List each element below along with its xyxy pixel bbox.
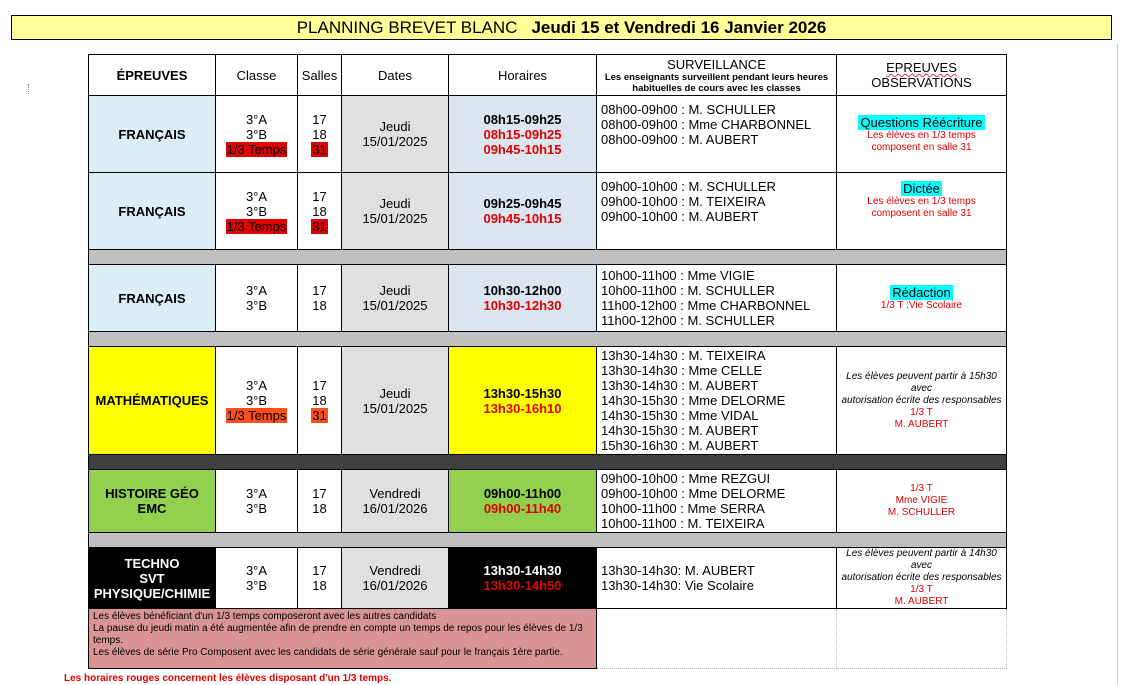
subject-line: HISTOIRE GÉO (105, 486, 199, 501)
class-value: 3°B (245, 501, 268, 516)
margin-marker (28, 84, 31, 94)
observation-title: Dictée (903, 181, 940, 196)
room-value: 17 (312, 283, 327, 298)
time-cell (449, 470, 597, 533)
subject-cell: FRANÇAIS (89, 265, 216, 332)
class-cell (216, 347, 298, 455)
table-row (89, 96, 1007, 173)
observation-line: 1/3 T (910, 406, 933, 418)
subject-cell (89, 548, 216, 609)
observation-cell (837, 265, 1007, 332)
time-value: 09h25-09h45 (483, 196, 562, 211)
date-cell (342, 548, 449, 609)
class-tiers-temps: 1/3 Temps (226, 218, 287, 234)
time-cell (449, 347, 597, 455)
class-tiers-temps: 1/3 Temps (226, 141, 287, 157)
observation-line: Les élèves peuvent partir à 15h30 avec (846, 370, 997, 394)
surveillance-line: 11h00-12h00 : Mme CHARBONNEL (601, 298, 811, 313)
class-value: 3°A (245, 486, 268, 501)
room-value: 17 (312, 111, 327, 127)
surveillance-line: 10h00-11h00 : Mme SERRA (601, 501, 765, 516)
note-line: Les élèves de série Pro Composent avec les candidats de série générale sauf pour le français 1ère partie. (93, 647, 563, 658)
surveillance-line: 13h30-14h30 : M. TEIXEIRA (601, 348, 766, 363)
header-surveillance-title: SURVEILLANCE (667, 56, 766, 72)
observation-line: Les élèves peuvent partir à 14h30 avec (846, 548, 997, 571)
time-value: 09h00-11h00 (483, 486, 562, 501)
surveillance-line: 09h00-10h00 : Mme REZGUI (601, 471, 771, 486)
header-salles: Salles (298, 55, 342, 96)
room-tiers-temps: 31 (312, 218, 327, 234)
time-value: 10h30-12h00 (483, 283, 562, 298)
date-value: 16/01/2026 (362, 578, 428, 593)
surveillance-cell (597, 548, 837, 609)
observation-line: M. AUBERT (894, 596, 949, 607)
date-cell (342, 265, 449, 332)
subject-cell: FRANÇAIS (89, 173, 216, 250)
separator-row (89, 533, 1007, 548)
time-cell (449, 265, 597, 332)
date-day: Vendredi (369, 563, 421, 578)
date-cell (342, 347, 449, 455)
observation-cell (837, 96, 1007, 173)
date-value: 15/01/2025 (362, 134, 428, 149)
class-value: 3°B (245, 203, 268, 219)
room-value: 18 (312, 203, 327, 219)
surveillance-line: 11h00-12h00 : M. SCHULLER (601, 313, 775, 328)
observation-title: Rédaction (892, 284, 951, 300)
date-value: 16/01/2026 (362, 501, 428, 516)
room-cell (298, 173, 342, 250)
header-observations-2: OBSERVATIONS (871, 75, 972, 90)
footer-note: Les horaires rouges concernent les élèves disposant d'un 1/3 temps. (64, 673, 392, 684)
observation-line: Mme VIGIE (895, 495, 948, 506)
time-value-red: 13h30-16h10 (483, 400, 562, 416)
time-value-red: 10h30-12h30 (483, 298, 562, 313)
observation-line: M. AUBERT (894, 418, 949, 430)
surveillance-line: 10h00-11h00 : M. TEIXEIRA (601, 516, 765, 531)
time-value: 08h15-09h25 (483, 111, 562, 127)
header-dates: Dates (342, 55, 449, 96)
room-value: 18 (312, 578, 327, 593)
surveillance-line: 10h00-11h00 : M. SCHULLER (601, 283, 775, 298)
subject-line: SVT (139, 570, 165, 586)
surveillance-line: 09h00-10h00 : Mme DELORME (601, 486, 786, 501)
time-cell (449, 173, 597, 250)
observation-line: M. SCHULLER (887, 507, 956, 518)
notes-row (89, 609, 1007, 669)
date-cell (342, 173, 449, 250)
header-classe: Classe (216, 55, 298, 96)
class-value: 3°B (245, 393, 268, 408)
subject-cell: MATHÉMATIQUES (89, 347, 216, 455)
header-surveillance (597, 55, 837, 96)
time-value: 13h30-15h30 (483, 385, 562, 401)
subject-line: EMC (137, 501, 167, 516)
observation-line: 1/3 T (910, 584, 933, 595)
observation-line: composent en salle 31 (871, 208, 972, 219)
observation-line: 1/3 T (910, 483, 933, 494)
table-row (89, 347, 1007, 455)
separator-row (89, 332, 1007, 347)
title-dates: Jeudi 15 et Vendredi 16 Janvier 2026 (531, 18, 827, 37)
surveillance-cell (597, 265, 837, 332)
class-cell (216, 96, 298, 173)
time-cell (449, 548, 597, 609)
class-cell (216, 548, 298, 609)
surveillance-line: 13h30-14h30: M. AUBERT (601, 563, 755, 578)
observation-line: Les élèves en 1/3 temps (867, 129, 976, 141)
time-cell (449, 96, 597, 173)
observation-line: autorisation écrite des responsables (841, 572, 1002, 583)
header-horaires: Horaires (449, 55, 597, 96)
observation-line: autorisation écrite des responsables (841, 394, 1002, 406)
table-row (89, 265, 1007, 332)
room-cell (298, 470, 342, 533)
surveillance-line: 09h00-10h00 : M. SCHULLER (601, 179, 776, 194)
date-day: Jeudi (379, 283, 411, 298)
class-tiers-temps: 1/3 Temps (226, 408, 287, 423)
observation-cell (837, 548, 1007, 609)
surveillance-line: 13h30-14h30 : M. AUBERT (601, 378, 759, 393)
surveillance-line: 15h30-16h30 : M. AUBERT (601, 438, 759, 453)
separator-row (89, 250, 1007, 265)
title-main: PLANNING BREVET BLANC (296, 18, 518, 37)
header-epreuves: ÉPREUVES (89, 55, 216, 96)
class-value: 3°B (245, 298, 268, 313)
room-tiers-temps: 31 (312, 408, 327, 423)
surveillance-cell (597, 347, 837, 455)
room-tiers-temps: 31 (312, 141, 327, 157)
separator-row (89, 455, 1007, 470)
class-cell (216, 265, 298, 332)
class-value: 3°A (245, 283, 268, 298)
class-value: 3°A (245, 563, 268, 578)
date-value: 15/01/2025 (362, 298, 428, 313)
class-cell (216, 173, 298, 250)
room-cell (298, 347, 342, 455)
surveillance-line: 14h30-15h30 : Mme VIDAL (601, 408, 759, 423)
table-row (89, 548, 1007, 609)
surveillance-cell (597, 470, 837, 533)
surveillance-line: 10h00-11h00 : Mme VIGIE (601, 268, 755, 283)
observation-line: composent en salle 31 (871, 141, 972, 153)
header-row (89, 55, 1007, 96)
surveillance-cell (597, 96, 837, 173)
surveillance-cell (597, 173, 837, 250)
date-cell (342, 470, 449, 533)
surveillance-line: 08h00-09h00 : M. AUBERT (601, 132, 759, 147)
subject-line: TECHNO (124, 555, 180, 571)
subject-cell: FRANÇAIS (89, 96, 216, 173)
title-bar (11, 15, 1112, 40)
observation-cell (837, 470, 1007, 533)
room-value: 17 (312, 188, 327, 204)
time-value-red: 08h15-09h25 (483, 126, 562, 142)
subject-cell (89, 470, 216, 533)
room-value: 18 (312, 298, 327, 313)
page-edge-rule (1117, 44, 1118, 685)
header-observations-1: EPREUVES (886, 60, 957, 75)
surveillance-line: 09h00-10h00 : M. AUBERT (601, 209, 759, 224)
observation-cell (837, 173, 1007, 250)
planning-table (88, 54, 1007, 669)
room-value: 17 (312, 378, 327, 393)
room-value: 17 (312, 563, 327, 578)
time-value: 13h30-14h30 (483, 563, 562, 578)
surveillance-line: 13h30-14h30: Vie Scolaire (601, 578, 754, 593)
room-cell (298, 548, 342, 609)
note-line: Les élèves bénéficiant d'un 1/3 temps composeront avec les autres candidats (93, 611, 437, 622)
observation-line: Les élèves en 1/3 temps (867, 196, 976, 207)
header-surveillance-note: Les enseignants surveillent pendant leurs heures habituelles de cours avec les classes (604, 71, 829, 94)
class-value: 3°A (245, 378, 268, 393)
date-day: Vendredi (369, 486, 421, 501)
time-value-red: 09h00-11h40 (483, 501, 562, 516)
room-value: 17 (312, 486, 327, 501)
date-cell (342, 96, 449, 173)
room-value: 18 (312, 126, 327, 142)
date-day: Jeudi (379, 385, 411, 401)
room-value: 18 (312, 393, 327, 408)
surveillance-line: 14h30-15h30 : Mme DELORME (601, 393, 786, 408)
date-day: Jeudi (379, 119, 411, 134)
date-day: Jeudi (379, 196, 411, 211)
class-value: 3°A (245, 111, 268, 127)
note-line: La pause du jeudi matin a été augmentée afin de prendre en compte un temps de repos pour les élèves de 1/3 temps. (93, 623, 583, 646)
observation-title: Questions Réécriture (860, 114, 983, 130)
surveillance-line: 08h00-09h00 : M. SCHULLER (601, 102, 776, 117)
room-value: 18 (312, 501, 327, 516)
time-value-red: 13h30-14h50 (483, 578, 562, 593)
observation-cell (837, 347, 1007, 455)
date-value: 15/01/2025 (362, 211, 428, 226)
room-cell (298, 265, 342, 332)
class-value: 3°A (245, 188, 268, 204)
time-value-red: 09h45-10h15 (483, 211, 562, 226)
observation-line: 1/3 T :Vie Scolaire (880, 299, 963, 311)
table-row (89, 470, 1007, 533)
room-cell (298, 96, 342, 173)
time-value-red: 09h45-10h15 (483, 141, 562, 157)
empty-cell (837, 609, 1007, 669)
class-value: 3°B (245, 126, 268, 142)
surveillance-line: 13h30-14h30 : Mme CELLE (601, 363, 763, 378)
notes-cell (89, 609, 597, 669)
surveillance-line: 08h00-09h00 : Mme CHARBONNEL (601, 117, 812, 132)
table-row (89, 173, 1007, 250)
date-value: 15/01/2025 (362, 400, 428, 416)
header-observations (837, 55, 1007, 96)
surveillance-line: 14h30-15h30 : M. AUBERT (601, 423, 759, 438)
class-value: 3°B (245, 578, 268, 593)
class-cell (216, 470, 298, 533)
empty-cell (597, 609, 837, 669)
subject-line: PHYSIQUE/CHIMIE (93, 585, 211, 601)
surveillance-line: 09h00-10h00 : M. TEIXEIRA (601, 194, 766, 209)
